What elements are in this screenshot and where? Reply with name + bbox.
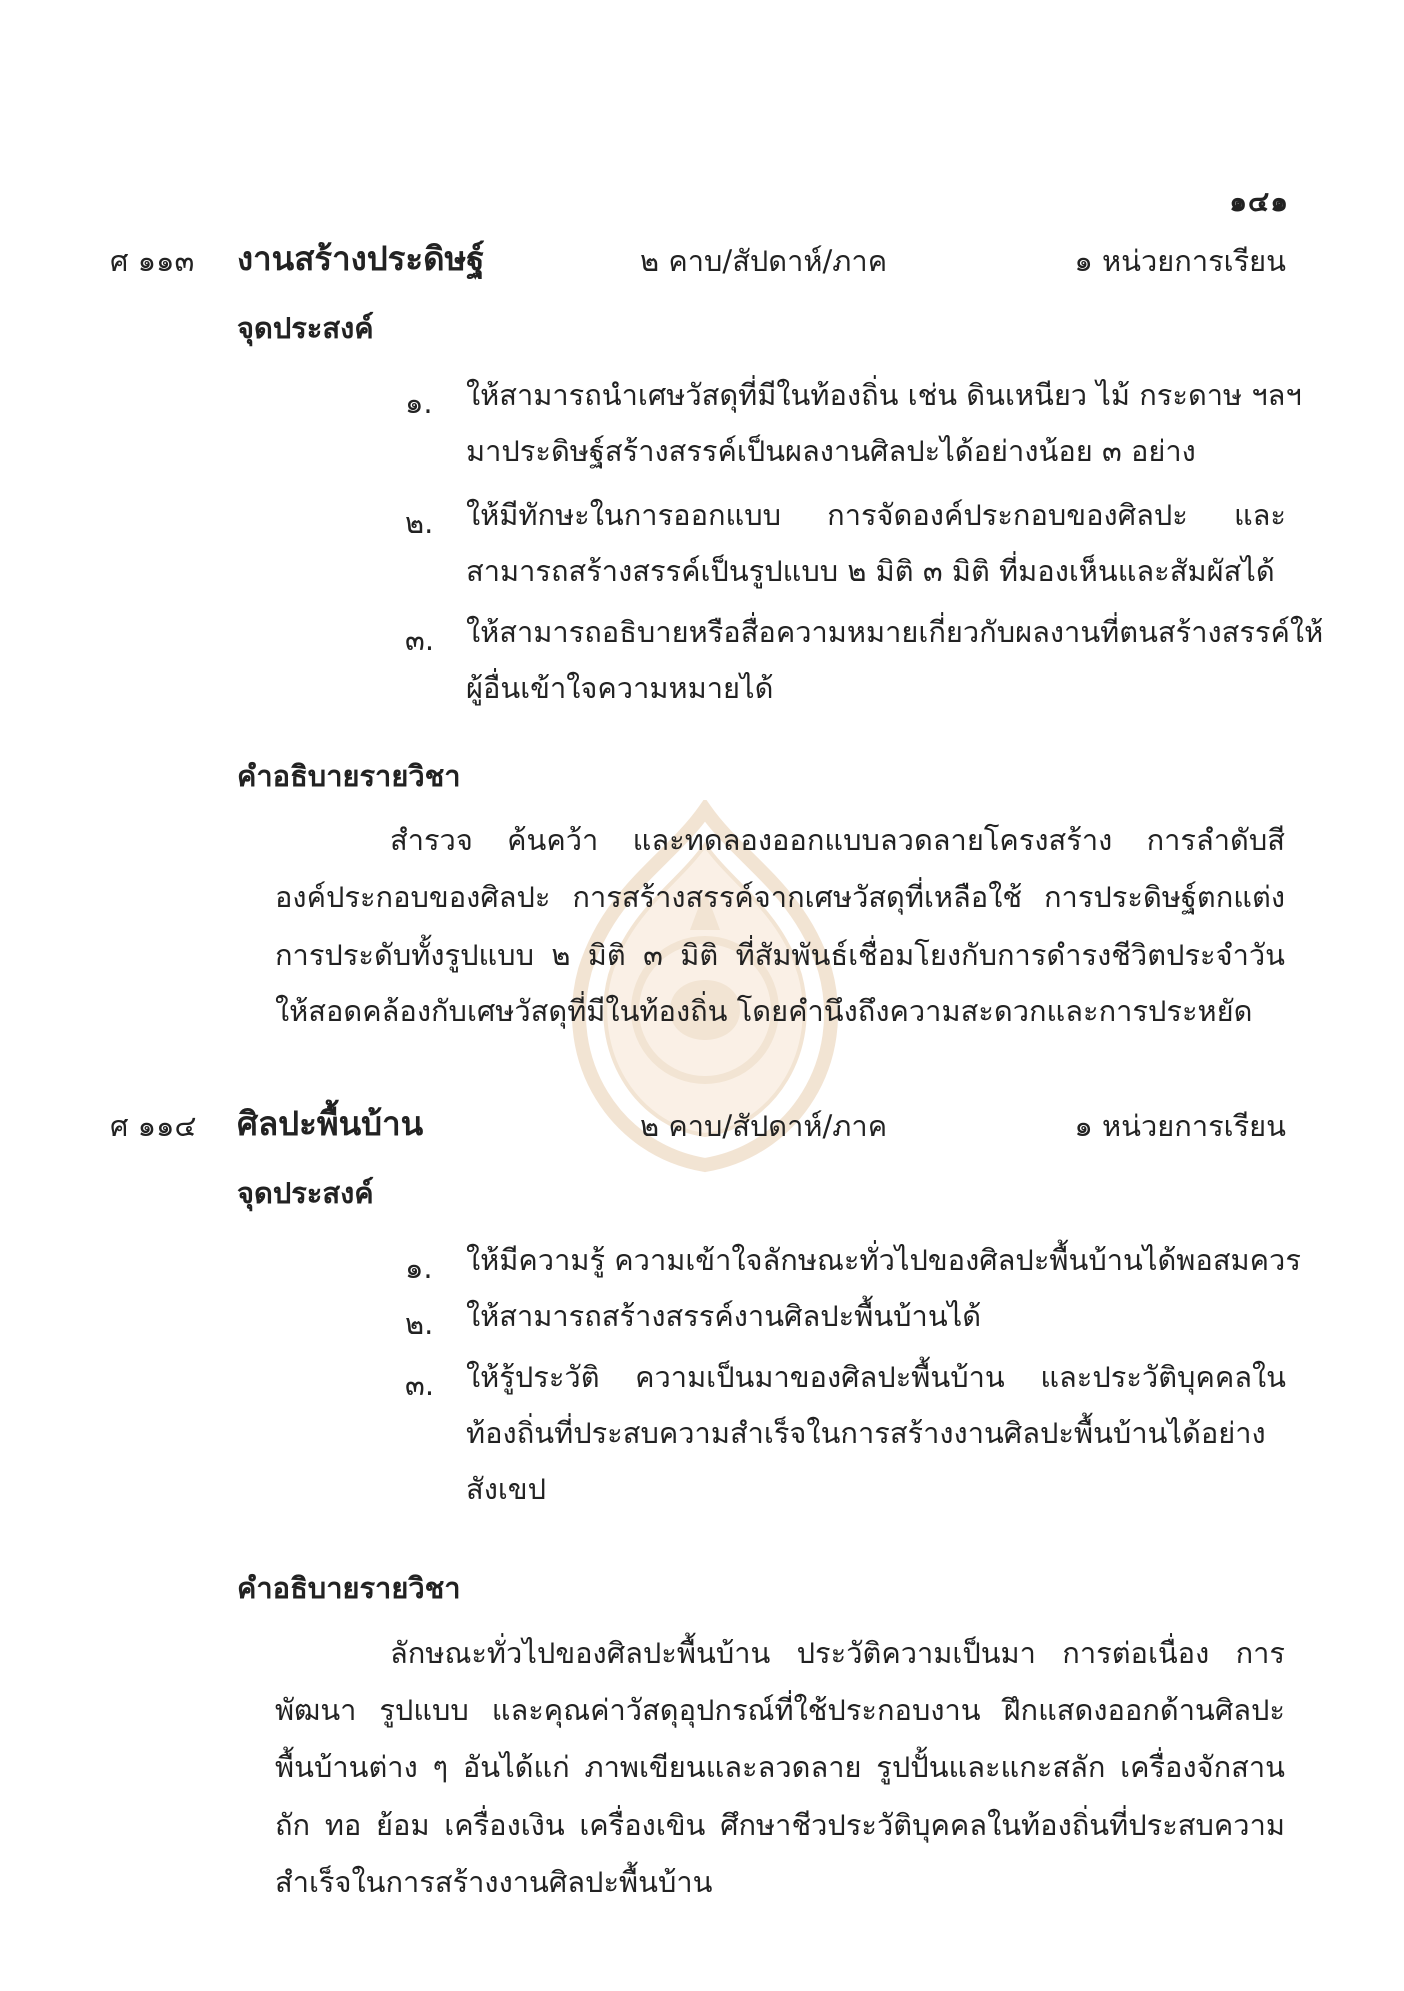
objective-number: ๑. <box>405 386 433 420</box>
description-heading: คำอธิบายรายวิชา <box>237 759 461 793</box>
objective-line: ท้องถิ่นที่ประสบความสำเร็จในการสร้างงานศิลปะพื้นบ้านได้อย่าง <box>466 1416 1266 1450</box>
description-line: ถัก ทอ ย้อม เครื่องเงิน เครื่องเขิน ศึกษาชีวประวัติบุคคลในท้องถิ่นที่ประสบความ <box>275 1808 1285 1842</box>
objective-line: ให้สามารถอธิบายหรือสื่อความหมายเกี่ยวกับผลงานที่ตนสร้างสรรค์ให้ <box>466 615 1324 649</box>
course-title: ศิลปะพื้นบ้าน <box>237 1104 424 1143</box>
objective-line: สังเขป <box>466 1472 547 1506</box>
course-title: งานสร้างประดิษฐ์ <box>237 239 485 278</box>
objective-number: ๒. <box>405 506 434 540</box>
objective-line: ให้มีความรู้ ความเข้าใจลักษณะทั่วไปของศิลปะพื้นบ้านได้พอสมควร <box>466 1243 1301 1277</box>
description-line: การประดับทั้งรูปแบบ ๒ มิติ ๓ มิติ ที่สัมพันธ์เชื่อมโยงกับการดำรงชีวิตประจำวัน <box>275 938 1285 972</box>
objective-number: ๒. <box>405 1307 434 1341</box>
objective-line: มาประดิษฐ์สร้างสรรค์เป็นผลงานศิลปะได้อย่างน้อย ๓ อย่าง <box>466 434 1196 468</box>
objectives-heading: จุดประสงค์ <box>237 1176 374 1210</box>
course-credits: ๑ หน่วยการเรียน <box>1074 1109 1286 1143</box>
objective-line: สามารถสร้างสรรค์เป็นรูปแบบ ๒ มิติ ๓ มิติ ที่มองเห็นและสัมผัสได้ <box>466 554 1275 588</box>
objective-number: ๓. <box>405 1368 435 1402</box>
course-credits: ๑ หน่วยการเรียน <box>1074 244 1286 278</box>
objective-number: ๑. <box>405 1251 433 1285</box>
objective-line: ให้สามารถสร้างสรรค์งานศิลปะพื้นบ้านได้ <box>466 1299 982 1333</box>
course-hours: ๒ คาบ/สัปดาห์/ภาค <box>640 244 888 278</box>
description-line: สำเร็จในการสร้างงานศิลปะพื้นบ้าน <box>275 1865 713 1899</box>
description-line: พื้นบ้านต่าง ๆ อันได้แก่ ภาพเขียนและลวดลาย รูปปั้นและแกะสลัก เครื่องจักสาน <box>275 1750 1285 1784</box>
description-line: ให้สอดคล้องกับเศษวัสดุที่มีในท้องถิ่น โดยคำนึงถึงความสะดวกและการประหยัด <box>275 994 1253 1028</box>
objective-line: ให้รู้ประวัติ ความเป็นมาของศิลปะพื้นบ้าน และประวัติบุคคลใน <box>466 1360 1286 1394</box>
description-line: สำรวจ ค้นคว้า และทดลองออกแบบลวดลายโครงสร้าง การลำดับสี <box>390 823 1285 857</box>
objective-line: ให้สามารถนำเศษวัสดุที่มีในท้องถิ่น เช่น ดินเหนียว ไม้ กระดาษ ฯลฯ <box>466 378 1302 412</box>
course-code: ศ ๑๑๔ <box>110 1109 197 1143</box>
description-line: พัฒนา รูปแบบ และคุณค่าวัสดุอุปกรณ์ที่ใช้ประกอบงาน ฝึกแสดงออกด้านศิลปะ <box>275 1693 1285 1727</box>
objective-line: ให้มีทักษะในการออกแบบ การจัดองค์ประกอบของศิลปะ และ <box>466 498 1286 532</box>
description-line: ลักษณะทั่วไปของศิลปะพื้นบ้าน ประวัติความเป็นมา การต่อเนื่อง การ <box>390 1636 1285 1670</box>
page-number: ๑๔๑ <box>1229 185 1289 218</box>
description-heading: คำอธิบายรายวิชา <box>237 1571 461 1605</box>
objective-line: ผู้อื่นเข้าใจความหมายได้ <box>466 671 774 705</box>
course-code: ศ ๑๑๓ <box>110 244 195 278</box>
description-line: องค์ประกอบของศิลปะ การสร้างสรรค์จากเศษวัสดุที่เหลือใช้ การประดิษฐ์ตกแต่ง <box>275 880 1285 914</box>
objective-number: ๓. <box>405 623 435 657</box>
course-hours: ๒ คาบ/สัปดาห์/ภาค <box>640 1109 888 1143</box>
objectives-heading: จุดประสงค์ <box>237 311 374 345</box>
